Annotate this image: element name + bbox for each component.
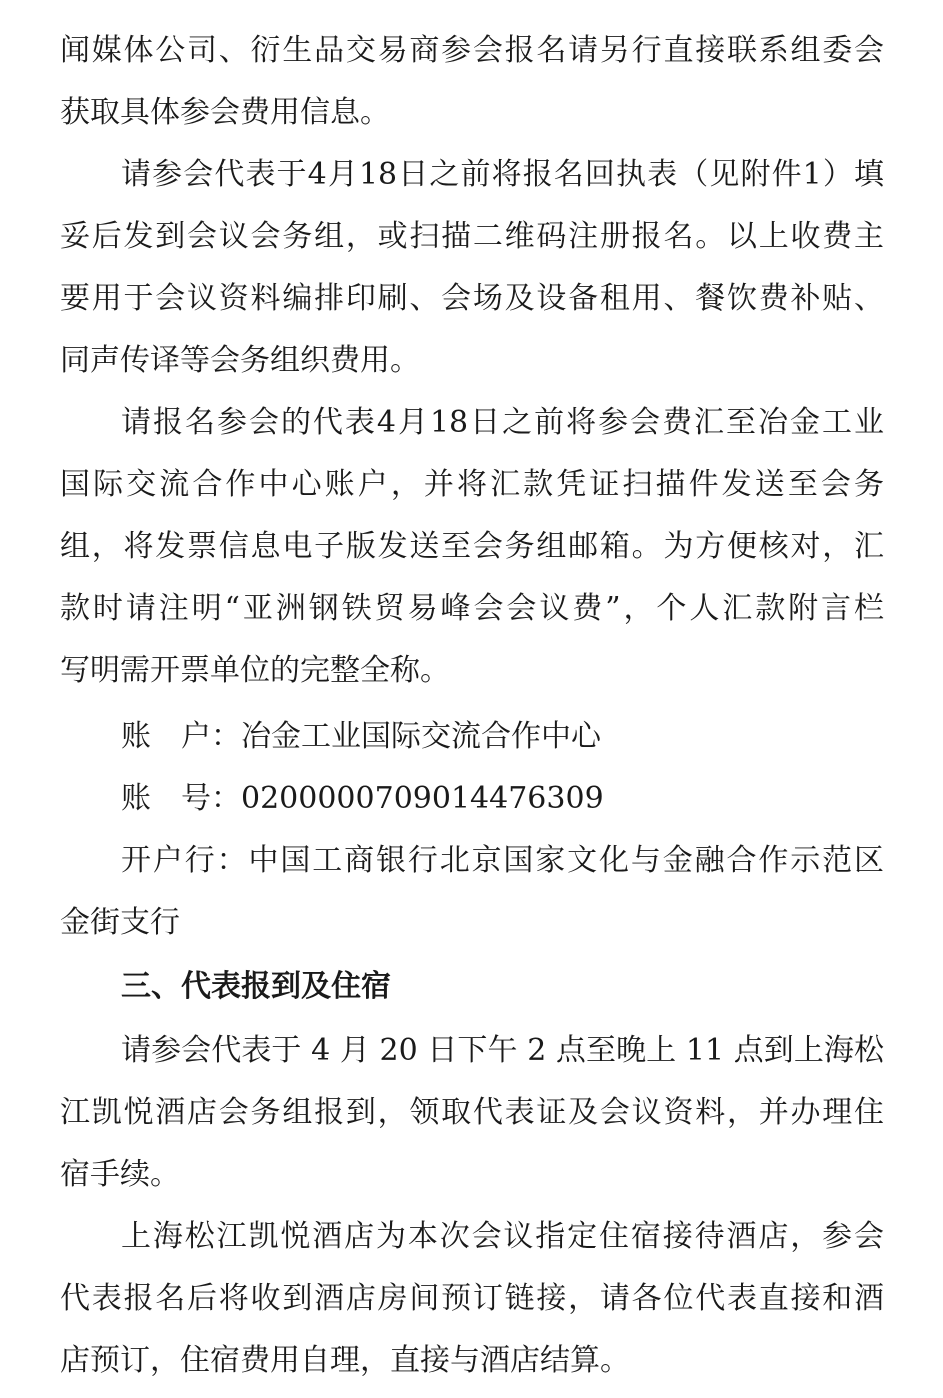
text-line: 要用于会议资料编排印刷、会场及设备租用、餐饮费补贴、: [60, 281, 884, 316]
text-line: 国际交流合作中心账户，并将汇款凭证扫描件发送至会务: [60, 467, 884, 502]
text-line: 写明需开票单位的完整全称。: [60, 653, 450, 688]
paragraph-start-line: 请报名参会的代表4月18日之前将参会费汇至冶金工业: [121, 405, 884, 440]
text-line: 组，将发票信息电子版发送至会务组邮箱。为方便核对，汇: [60, 529, 884, 564]
text-line: 同声传译等会务组织费用。: [60, 343, 420, 378]
paragraph-start-line: 请参会代表于 4 月 20 日下午 2 点至晚上 11 点到上海松: [121, 1033, 884, 1068]
text-line: 妥后发到会议会务组，或扫描二维码注册报名。以上收费主: [60, 219, 884, 254]
account-name-line: 账 户：冶金工业国际交流合作中心: [121, 719, 601, 754]
text-line: 款时请注明“亚洲钢铁贸易峰会会议费”，个人汇款附言栏: [60, 591, 884, 626]
text-line: 代表报名后将收到酒店房间预订链接，请各位代表直接和酒: [60, 1281, 884, 1316]
text-line: 金街支行: [60, 905, 180, 940]
paragraph-start-line: 上海松江凯悦酒店为本次会议指定住宿接待酒店，参会: [121, 1219, 884, 1254]
text-line: 江凯悦酒店会务组报到，领取代表证及会议资料，并办理住: [60, 1095, 884, 1130]
paragraph-start-line: 请参会代表于4月18日之前将报名回执表（见附件1）填: [121, 157, 884, 192]
account-number-line: 账 号：0200000709014476309: [121, 781, 604, 816]
bank-line: 开户行：中国工商银行北京国家文化与金融合作示范区: [121, 843, 884, 878]
text-line: 闻媒体公司、衍生品交易商参会报名请另行直接联系组委会: [60, 33, 884, 68]
text-line: 店预订，住宿费用自理，直接与酒店结算。: [60, 1343, 630, 1378]
section-heading: 三、代表报到及住宿: [121, 969, 391, 1004]
text-line: 宿手续。: [60, 1157, 180, 1192]
text-line: 获取具体参会费用信息。: [60, 95, 390, 130]
